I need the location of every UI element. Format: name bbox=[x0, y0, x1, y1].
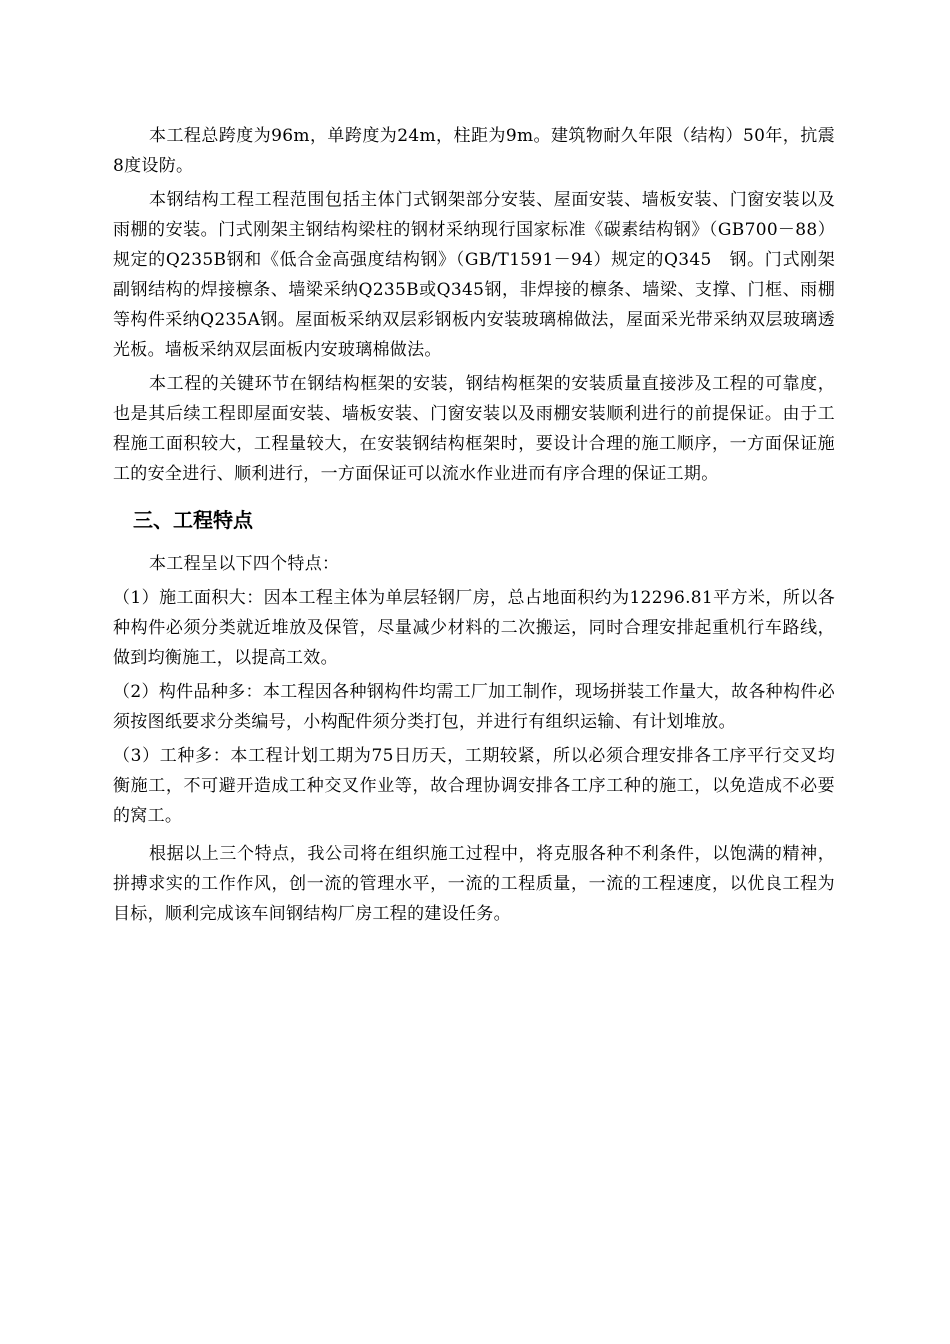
intro-paragraph-scope: 本钢结构工程工程范围包括主体门式钢架部分安装、屋面安装、墙板安装、门窗安装以及雨棚的安装。门式刚架主钢结构梁柱的钢材采纳现行国家标准《碳素结构钢》（GB700－88）规定的Q235B钢和《低合金高强度结构钢》（GB/T1591－94）规定的Q345 钢。门式刚架副钢结构的焊接檩条、墙梁采纳Q235B或Q345钢，非焊接的檩条、墙梁、支撑、门框、雨棚等构件采纳Q235A钢。屋面板采纳双层彩钢板内安装玻璃棉做法，屋面采光带采纳双层玻璃透光板。墙板采纳双层面板内安玻璃棉做法。 bbox=[113, 190, 835, 360]
feature-item-1: （1）施工面积大：因本工程主体为单层轻钢厂房，总占地面积约为12296.81平方米，所以各种构件必须分类就近堆放及保管，尽量减少材料的二次搬运，同时合理安排起重机行车路线，做到均衡施工，以提高工效。 bbox=[113, 588, 835, 668]
section-heading: 三、工程特点 bbox=[133, 508, 253, 532]
section-lead: 本工程呈以下四个特点： bbox=[149, 554, 340, 574]
document-body bbox=[113, 121, 835, 929]
intro-paragraph-key-step: 本工程的关键环节在钢结构框架的安装，钢结构框架的安装质量直接涉及工程的可靠度，也是其后续工程即屋面安装、墙板安装、门窗安装以及雨棚安装顺利进行的前提保证。由于工程施工面积较大，工程量较大，在安装钢结构框架时，要设计合理的施工顺序，一方面保证施工的安全进行、顺利进行，一方面保证可以流水作业进而有序合理的保证工期。 bbox=[113, 374, 835, 484]
intro-paragraph-span: 本工程总跨度为96m，单跨度为24m，柱距为9m。建筑物耐久年限（结构）50年，抗震8度设防。 bbox=[113, 126, 835, 176]
conclusion-paragraph: 根据以上三个特点，我公司将在组织施工过程中，将克服各种不利条件，以饱满的精神，拼搏求实的工作作风，创一流的管理水平，一流的工程质量，一流的工程速度，以优良工程为目标，顺利完成该车间钢结构厂房工程的建设任务。 bbox=[113, 844, 835, 924]
feature-item-2: （2）构件品种多：本工程因各种钢构件均需工厂加工制作，现场拼装工作量大，故各种构件必须按图纸要求分类编号，小构配件须分类打包，并进行有组织运输、有计划堆放。 bbox=[113, 682, 835, 732]
feature-item-3: （3）工种多：本工程计划工期为75日历天，工期较紧，所以必须合理安排各工序平行交叉均衡施工，不可避开造成工种交叉作业等，故合理协调安排各工序工种的施工，以免造成不必要的窝工。 bbox=[113, 746, 835, 826]
